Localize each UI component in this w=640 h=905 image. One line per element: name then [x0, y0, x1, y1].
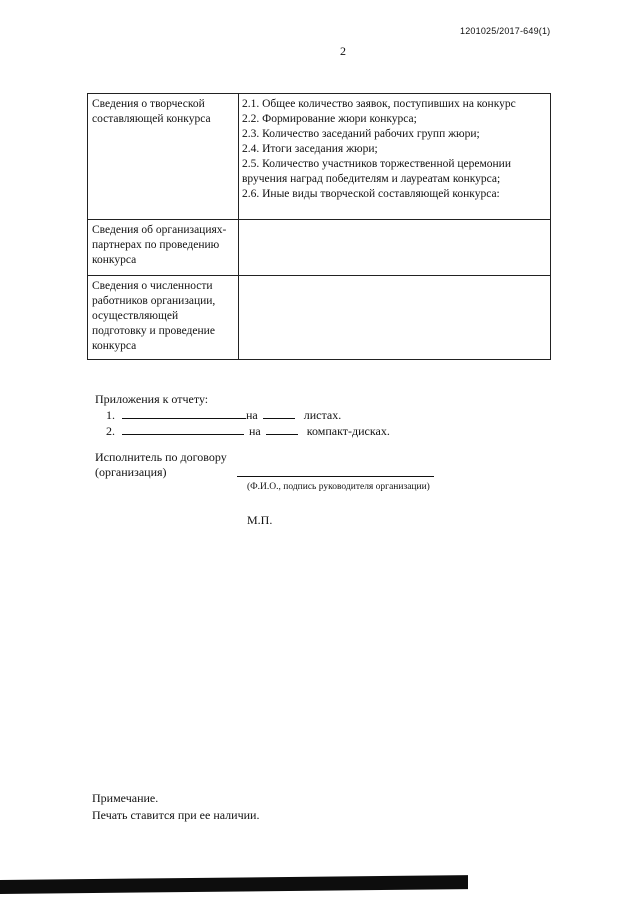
table-row: [88, 94, 551, 220]
list-item: 2.5. Количество участников торжественной церемонии: [242, 158, 511, 170]
row-content-staff: [239, 276, 551, 360]
stamp-place: М.П.: [247, 513, 273, 527]
scan-edge-bar: [0, 875, 468, 894]
list-item: вручения наград победителям и лауреатам конкурса;: [242, 173, 501, 185]
row-label-staff: Сведения о численности работников организации, осуществляющей подготовку и проведение конкурса: [88, 276, 239, 360]
executor-block: [95, 450, 227, 480]
list-item: 2.1. Общее количество заявок, поступивших на конкурс: [242, 98, 516, 110]
appendix-blank-count: [263, 407, 295, 419]
document-id: 1201025/2017-649(1): [460, 26, 551, 36]
appendix-blank-name: [122, 407, 246, 419]
appendix-end: компакт-дисках.: [306, 424, 390, 438]
appendix-mid: на: [249, 424, 261, 438]
appendix-num: 1.: [106, 408, 115, 422]
appendix-blank-count: [266, 423, 298, 435]
appendix-line-2: [95, 423, 390, 439]
list-item: 2.6. Иные виды творческой составляющей конкурса:: [242, 188, 500, 200]
report-table: [87, 93, 551, 360]
note-text: Печать ставится при ее наличии.: [92, 808, 260, 822]
row-content-partners: [239, 220, 551, 276]
appendix-title: Приложения к отчету:: [95, 392, 209, 406]
note-title: Примечание.: [92, 791, 159, 805]
appendix-mid: на: [246, 408, 258, 422]
appendix-num: 2.: [106, 424, 115, 438]
executor-line-1: Исполнитель по договору: [95, 450, 227, 464]
signature-line: [237, 475, 434, 477]
table-row: [88, 276, 551, 360]
signature-caption: (Ф.И.О., подпись руководителя организации): [247, 482, 430, 492]
row-content-creative: [239, 94, 551, 220]
appendix-blank-name: [122, 423, 244, 435]
row-label-creative: Сведения о творческой составляющей конкурса: [88, 94, 239, 220]
page-number: 2: [340, 44, 346, 58]
list-item: 2.3. Количество заседаний рабочих групп жюри;: [242, 128, 480, 140]
list-item: 2.4. Итоги заседания жюри;: [242, 143, 378, 155]
appendix-end: листах.: [303, 408, 342, 422]
executor-line-2: (организация): [95, 465, 167, 479]
note-block: [92, 790, 259, 824]
appendix-line-1: [95, 407, 390, 423]
list-item: 2.2. Формирование жюри конкурса;: [242, 113, 417, 125]
appendix-block: [95, 392, 390, 439]
row-label-partners: Сведения об организациях-партнерах по проведению конкурса: [88, 220, 239, 276]
table-row: [88, 220, 551, 276]
